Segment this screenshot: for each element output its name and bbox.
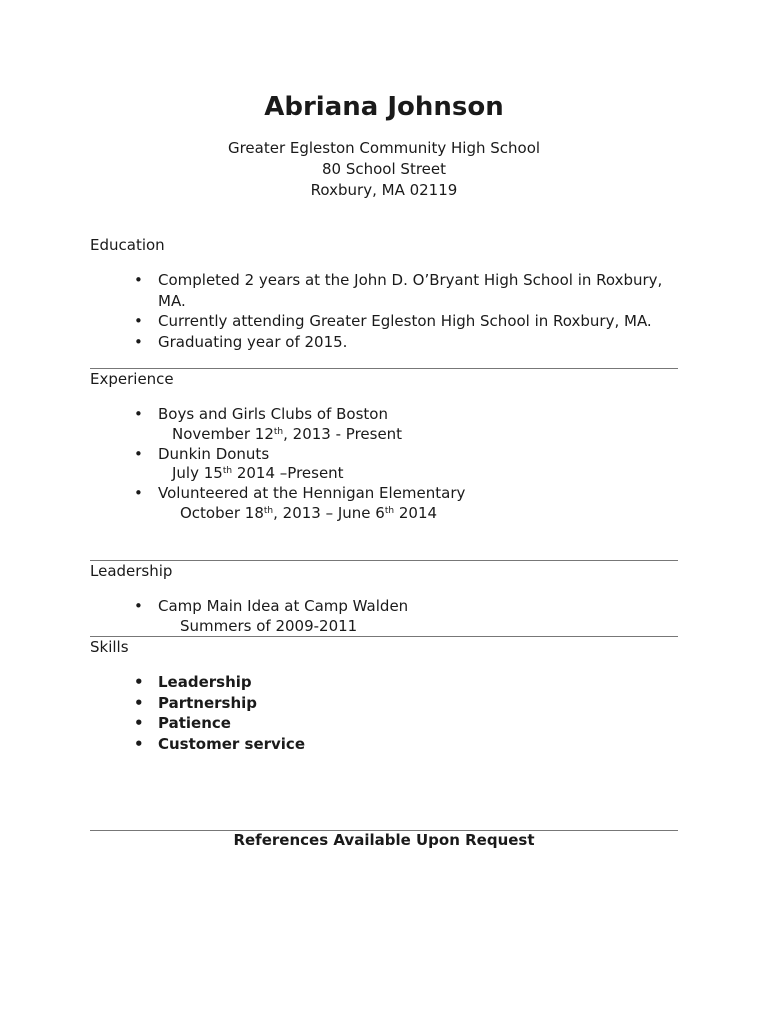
experience-item-name: Volunteered at the Hennigan Elementary [158, 484, 466, 502]
experience-item-date: November 12th, 2013 - Present [172, 424, 403, 443]
bullet-icon: • [134, 271, 143, 289]
skills-heading: Skills [90, 638, 129, 656]
education-list [90, 270, 678, 352]
leadership-item-date: Summers of 2009-2011 [180, 616, 358, 635]
skill-item-text: Patience [158, 714, 231, 732]
list-item [90, 404, 678, 444]
bullet-icon: • [134, 673, 144, 691]
skills-list [90, 672, 678, 754]
bullet-icon: • [134, 484, 143, 502]
list-item [90, 270, 678, 311]
skill-item-text: Customer service [158, 734, 305, 753]
list-item [90, 444, 678, 484]
skill-item-text: Partnership [158, 693, 258, 712]
bullet-icon: • [134, 597, 143, 615]
education-item-text: Currently attending Greater Egleston High School in Roxbury, MA. [158, 312, 652, 330]
experience-item-date: July 15th 2014 –Present [172, 464, 344, 482]
list-item [90, 311, 678, 332]
bullet-icon: • [134, 332, 143, 351]
skill-item-text: Leadership [158, 673, 252, 691]
experience-list [90, 404, 678, 523]
leadership-list [90, 596, 678, 636]
experience-heading: Experience [90, 370, 174, 388]
education-item-text: Graduating year of 2015. [158, 332, 348, 351]
bullet-icon: • [134, 714, 144, 732]
section-divider [90, 560, 678, 561]
resume-name: Abriana Johnson [264, 92, 504, 122]
address-school: Greater Egleston Community High School [227, 139, 541, 157]
leadership-heading: Leadership [90, 562, 173, 580]
education-item-text: Completed 2 years at the John D. O’Bryant High School in Roxbury, MA. [158, 271, 663, 310]
address-street: 80 School Street [322, 160, 446, 178]
bullet-icon: • [134, 693, 144, 712]
list-item [90, 483, 678, 523]
experience-item-name: Dunkin Donuts [158, 444, 270, 463]
list-item [90, 734, 678, 755]
list-item [90, 713, 678, 734]
list-item [90, 596, 678, 636]
education-heading: Education [90, 236, 165, 254]
bullet-icon: • [134, 444, 143, 463]
experience-item-date: October 18th, 2013 – June 6th 2014 [180, 503, 438, 522]
section-divider [90, 368, 678, 369]
bullet-icon: • [134, 312, 143, 330]
section-divider [90, 636, 678, 637]
address-block [0, 138, 768, 201]
bullet-icon: • [134, 405, 143, 423]
address-city: Roxbury, MA 02119 [310, 181, 458, 199]
list-item [90, 332, 678, 353]
experience-item-name: Boys and Girls Clubs of Boston [158, 405, 388, 423]
leadership-item-name: Camp Main Idea at Camp Walden [158, 597, 409, 615]
list-item [90, 693, 678, 714]
bullet-icon: • [134, 734, 144, 753]
list-item [90, 672, 678, 693]
references-note: References Available Upon Request [233, 831, 535, 849]
